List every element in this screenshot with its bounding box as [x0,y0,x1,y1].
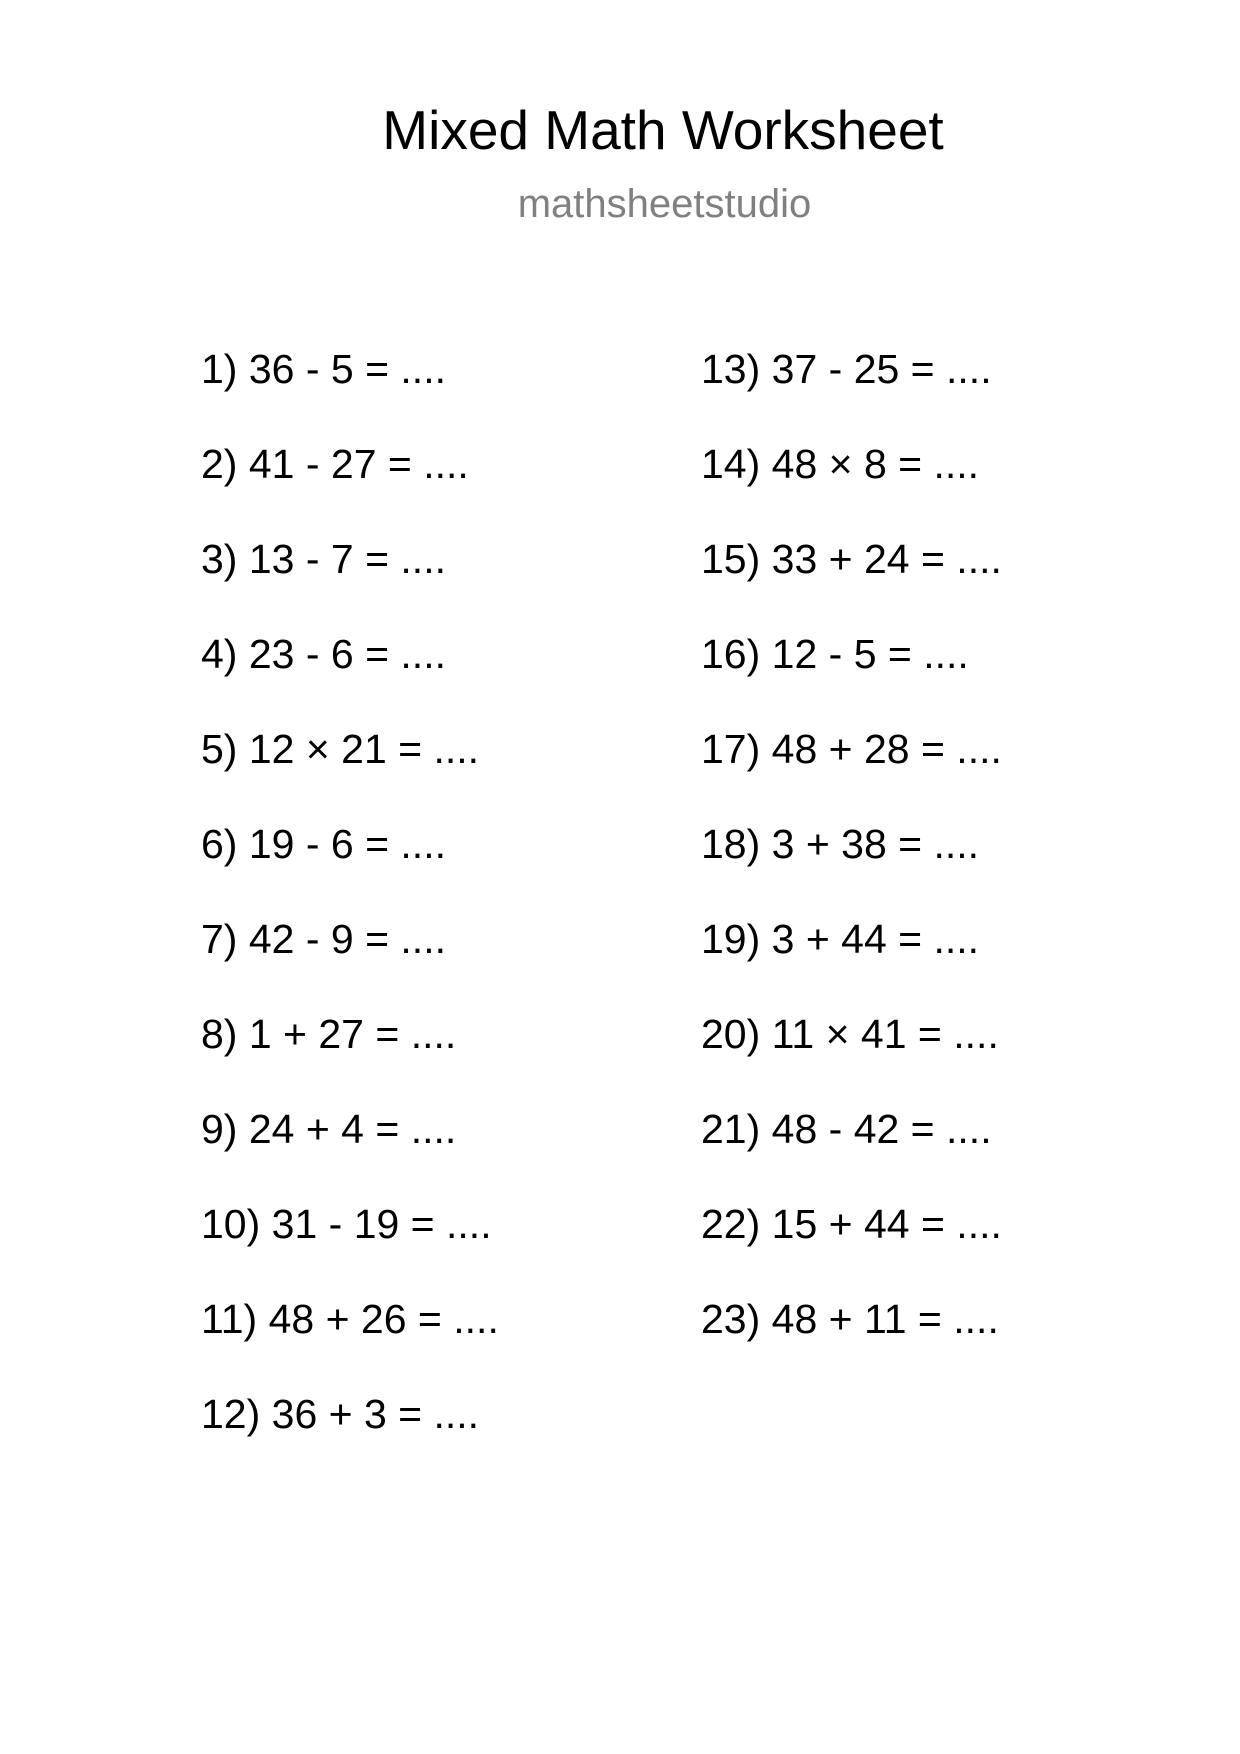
problem-3: 3) 13 - 7 = .... [201,536,446,582]
problem-11: 11) 48 + 26 = .... [201,1296,499,1342]
problem-list-right [701,346,1002,1394]
problem-19: 19) 3 + 44 = .... [701,916,980,962]
problem-14: 14) 48 × 8 = .... [701,441,980,487]
problem-5: 5) 12 × 21 = .... [201,726,480,772]
problem-1: 1) 36 - 5 = .... [201,346,446,392]
problem-7: 7) 42 - 9 = .... [201,916,446,962]
problem-17: 17) 48 + 28 = .... [701,726,1002,772]
problem-22: 22) 15 + 44 = .... [701,1201,1002,1247]
problem-15: 15) 33 + 24 = .... [701,536,1002,582]
worksheet-subtitle: mathsheetstudio [517,182,812,226]
problem-8: 8) 1 + 27 = .... [201,1011,457,1057]
worksheet-title: Mixed Math Worksheet [382,99,944,161]
problem-4: 4) 23 - 6 = .... [201,631,446,677]
problem-2: 2) 41 - 27 = .... [201,441,469,487]
problem-18: 18) 3 + 38 = .... [701,821,980,867]
problem-21: 21) 48 - 42 = .... [701,1106,992,1152]
problem-12: 12) 36 + 3 = .... [201,1391,480,1437]
problem-10: 10) 31 - 19 = .... [201,1201,492,1247]
problem-23: 23) 48 + 11 = .... [701,1296,999,1342]
problem-20: 20) 11 × 41 = .... [701,1011,999,1057]
problem-9: 9) 24 + 4 = .... [201,1106,457,1152]
problem-16: 16) 12 - 5 = .... [701,631,969,677]
problem-list-left [201,346,499,1489]
problem-13: 13) 37 - 25 = .... [701,346,992,392]
problem-6: 6) 19 - 6 = .... [201,821,446,867]
